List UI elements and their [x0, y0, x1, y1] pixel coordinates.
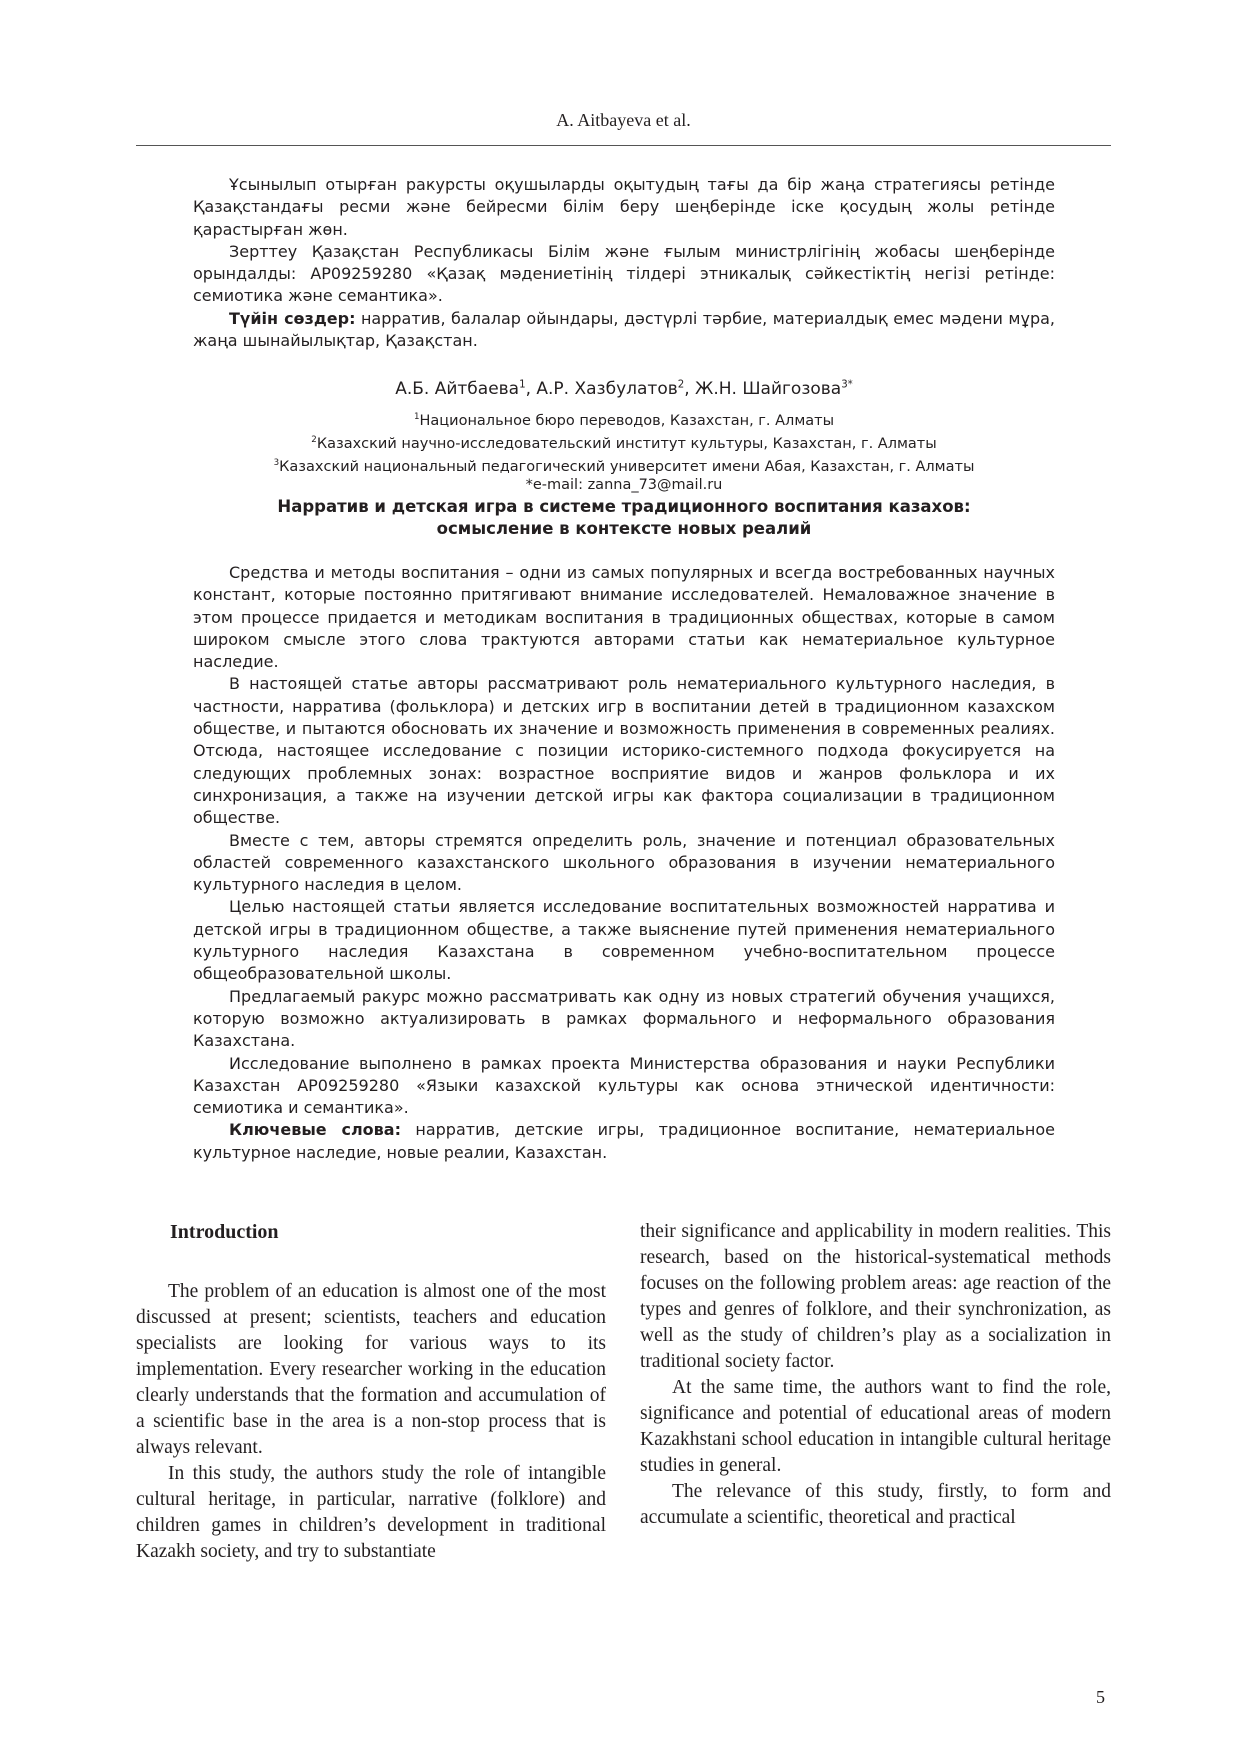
ru-abstract-paragraph: В настоящей статье авторы рассматривают роль нематериального культурного наследия, в частности, нарратива (фольклора) и детских игр в воспитании детей в традиционном казахском обществе, и пытаются обосновать их значение и возможность применения в современных реалиях. Отсюда, настоящее исследование с позиции историко-системного подхода фокусируется на следующих проблемных зонах: возрастное восприятие видов и жанров фольклора и их синхронизация, а также на изучении детской игры как фактора социализации в традиционном обществе.: [193, 674, 1055, 828]
ru-abstract-paragraph: Предлагаемый ракурс можно рассматривать как одну из новых стратегий обучения учащихся, которую возможно актуализировать в рамках формального и неформального образования Казахстана.: [193, 986, 1055, 1051]
email-line: *e-mail: zanna_73@mail.ru: [525, 477, 723, 494]
ru-abstract-paragraph: Исследование выполнено в рамках проекта Министерства образования и науки Республики Казахстан АР09259280 «Языки казахской культуры как основа этнической идентичности: семиотика и семантика».: [193, 1053, 1055, 1118]
affil-text: Национальное бюро переводов, Казахстан, г. Алматы: [419, 412, 835, 429]
russian-title: [193, 496, 1055, 540]
kz-keywords-label: Түйін сөздер:: [229, 308, 356, 328]
affil-mark: 3: [273, 457, 280, 468]
russian-title-line: Нарратив и детская игра в системе традиционного воспитания казахов:: [277, 497, 971, 516]
kz-abstract-paragraph: Ұсынылып отырған ракурсты оқушыларды оқытудың тағы да бір жаңа стратегиясы ретінде Қазақстандағы ресми және бейресми білім беру шеңберінде іске қосудың жолы ретінде қарастырған жөн.: [193, 175, 1055, 239]
ru-abstract-paragraph: Вместе с тем, авторы стремятся определить роль, значение и потенциал образовательных областей современного казахстанского школьного образования в изучении нематериального культурного наследия в целом.: [193, 830, 1055, 895]
affiliation-line: [193, 431, 1055, 454]
body-paragraph: The problem of an education is almost one of the most discussed at present; scientists, teachers and education specialists are looking for various ways to its implementation. Every researcher working in the education clearly understands that the formation and accumulation of a scientific base in the area is a non-stop process that is always relevant.: [136, 1281, 606, 1458]
affiliation-line: [193, 454, 1055, 477]
author-name: , Ж.Н. Шайгозова: [684, 379, 842, 399]
kz-abstract-paragraph: Зерттеу Қазақстан Республикасы Білім және ғылым министрлігінің жобасы шеңберінде орындалды: АР09259280 «Қазақ мәдениетінің тілдері этникалық сәйкестіктің негізі ретінде: семиотика және семантика».: [193, 241, 1055, 306]
affil-text: Казахский научно-исследовательский институт культуры, Казахстан, г. Алматы: [316, 435, 937, 452]
body-paragraph: their significance and applicability in modern realities. This research, based on the historical-systematical methods focuses on the following problem areas: age reaction of the types and genres of folklore, and their synchronization, as well as the study of children’s play as a socialization in traditional society factor.: [640, 1221, 1111, 1372]
running-header: A. Aitbayeva et al.: [556, 110, 691, 130]
ru-keywords-text: нарратив, детские игры, традиционное воспитание, нематериальное культурное наследие, новые реалии, Казахстан.: [193, 1120, 1056, 1162]
ru-abstract-paragraph: Средства и методы воспитания – одни из самых популярных и всегда востребованных научных констант, которые постоянно притягивают внимание исследователей. Немаловажное значение в этом процессе придается и методикам воспитания в традиционных обществах, которые в самом широком смысле этого слова трактуются авторами статьи как нематериальное культурное наследие.: [193, 563, 1055, 672]
affil-mark: 2: [311, 434, 317, 445]
author-list: [193, 379, 1055, 399]
ru-abstract-paragraph: Целью настоящей статьи является исследование воспитательных возможностей нарратива и детской игры в традиционном обществе, а также выяснение путей применения нематериального культурного наследия Казахстана в современном учебно-воспитательном процессе общеобразовательной школы.: [193, 897, 1055, 984]
body-right-column: [640, 1219, 1111, 1531]
page-number: 5: [1096, 1687, 1105, 1707]
kz-keywords: [193, 308, 1055, 353]
kazakh-abstract: [193, 174, 1055, 352]
author-name: А.Б. Айтбаева: [395, 379, 520, 399]
russian-abstract: [193, 562, 1055, 1164]
header-divider: [136, 145, 1111, 146]
author-affil-mark: 2: [677, 379, 685, 391]
ru-keywords-label: Ключевые слова:: [229, 1120, 401, 1140]
ru-keywords: [193, 1119, 1055, 1164]
body-paragraph: In this study, the authors study the role of intangible cultural heritage, in particular, narrative (folklore) and children games in children’s development in traditional Kazakh society, and try to substantiate: [136, 1463, 606, 1562]
body-paragraph: At the same time, the authors want to find the role, significance and potential of educational areas of modern Kazakhstani school education in intangible cultural heritage studies in general.: [640, 1377, 1111, 1476]
affil-mark: 1: [413, 412, 420, 422]
author-affil-mark: 1: [519, 379, 526, 391]
author-name: , А.Р. Хазбулатов: [525, 379, 678, 399]
affiliations: [193, 408, 1055, 495]
body-left-column: [136, 1219, 606, 1565]
kz-keywords-text: нарратив, балалар ойындары, дәстүрлі тәрбие, материалдық емес мәдени мұра, жаңа шынайылықтар, Қазақстан.: [193, 308, 1055, 351]
author-affil-mark: 3*: [841, 379, 853, 391]
section-heading: Introduction: [170, 1221, 279, 1243]
affiliation-line: [193, 408, 1055, 431]
body-paragraph: The relevance of this study, firstly, to form and accumulate a scientific, theoretical and practical: [640, 1481, 1111, 1528]
russian-title-line: осмысление в контексте новых реалий: [436, 519, 812, 538]
affil-text: Казахский национальный педагогический университет имени Абая, Казахстан, г. Алматы: [279, 458, 975, 475]
